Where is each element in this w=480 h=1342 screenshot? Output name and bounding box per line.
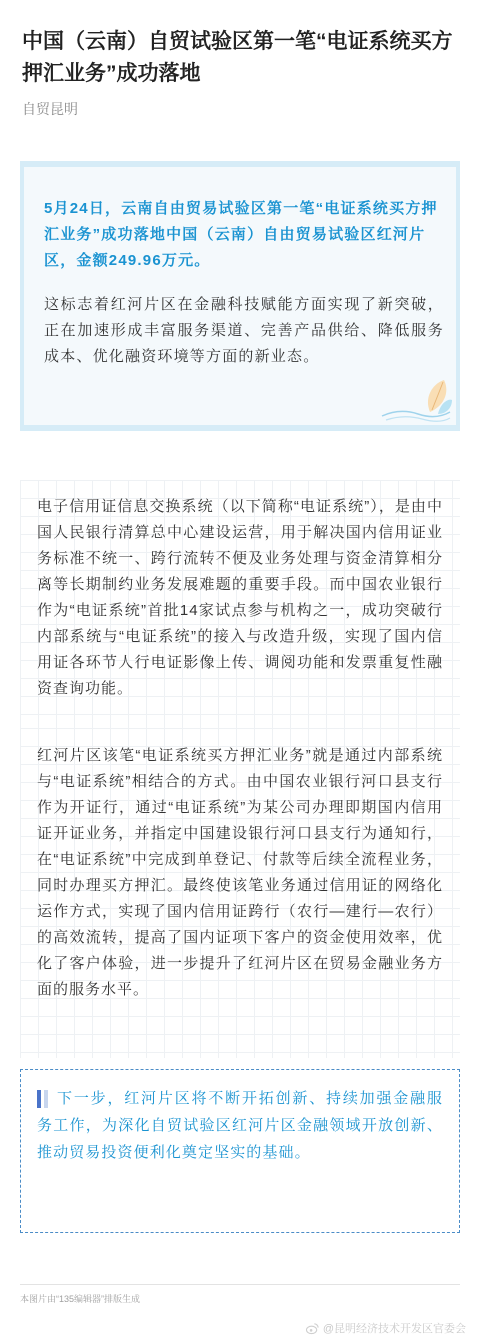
highlight-lead-text: 5月24日，云南自由贸易试验区第一笔“电证系统买方押汇业务”成功落地中国（云南）自由贸易试验区红河片区，金额249.96万元。: [44, 200, 438, 269]
leaf-decoration-icon: [380, 378, 452, 422]
highlight-body-text: 这标志着红河片区在金融科技赋能方面实现了新突破，正在加速形成丰富服务渠道、完善产品供给、降低服务成本、优化融资环境等方面的新业态。: [44, 296, 444, 365]
page-title: 中国（云南）自贸试验区第一笔“电证系统买方押汇业务”成功落地: [22, 30, 453, 85]
watermark: [306, 1320, 466, 1336]
source-account[interactable]: 自贸昆明: [22, 101, 78, 117]
watermark-text: @昆明经济技术开发区官委会: [322, 1323, 466, 1335]
callout-text: 下一步，红河片区将不断开拓创新、持续加强金融服务工作，为深化自贸试验区红河片区金融领域开放创新、推动贸易投资便利化奠定坚实的基础。: [37, 1090, 443, 1161]
editor-note: 本图片由“135编辑器”排版生成: [20, 1294, 141, 1304]
body-paragraph-1: 电子信用证信息交换系统（以下简称“电证系统”），是由中国人民银行清算总中心建设运营，用于解决国内信用证业务标准不统一、跨行流转不便及业务处理与资金清算相分离等长期制约业务发展难题的重要手段。而中国农业银行作为“电证系统”首批14家试点参与机构之一，成功突破行内部系统与“电证系统”的接入与改造升级，实现了国内信用证各环节人行电证影像上传、调阅功能和发票重复性融资查询功能。: [37, 498, 443, 697]
weibo-icon: [306, 1322, 319, 1335]
body-paragraph-2: 红河片区该笔“电证系统买方押汇业务”就是通过内部系统与“电证系统”相结合的方式。由中国农业银行河口县支行作为开证行，通过“电证系统”为某公司办理即期国内信用证开证业务，并指定中国建设银行河口县支行为通知行，在“电证系统”中完成到单登记、付款等后续全流程业务，同时办理买方押汇。最终使该笔业务通过信用证的网络化运作方式，实现了国内信用证跨行（农行—建行—农行）的高效流转，提高了国内证项下客户的资金使用效率，优化了客户体验，进一步提升了红河片区在贸易金融业务方面的服务水平。: [37, 747, 443, 998]
footer-divider: [20, 1284, 460, 1285]
